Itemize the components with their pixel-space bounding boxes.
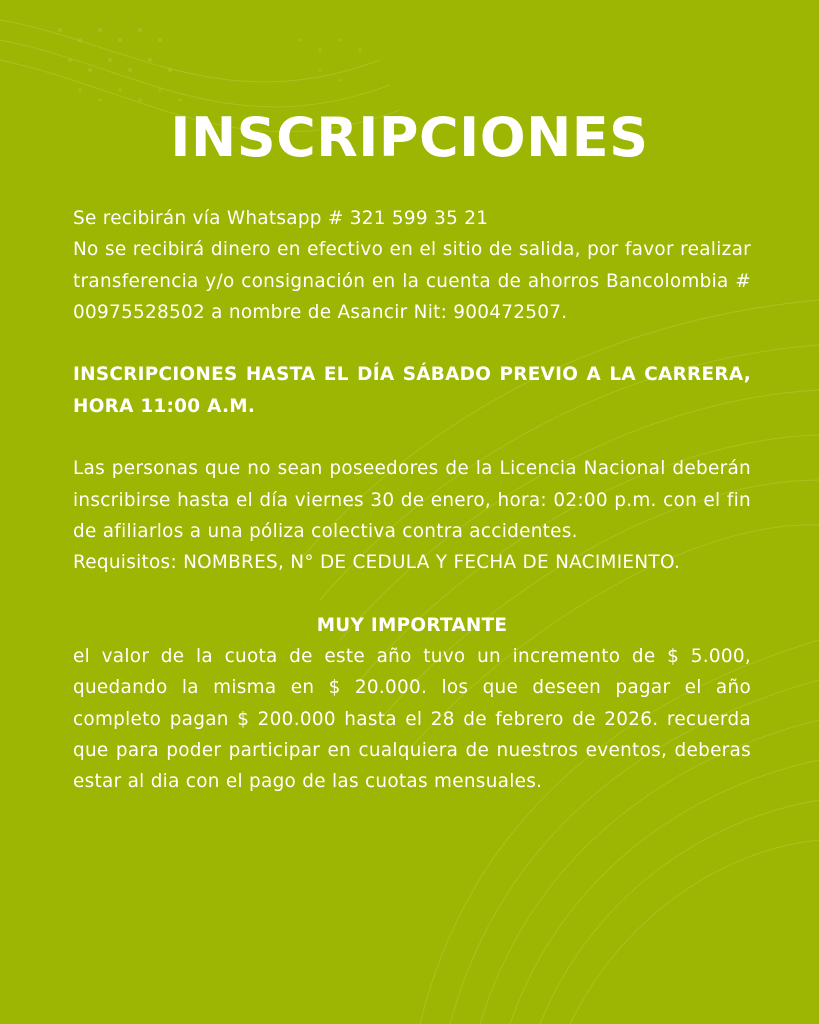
whatsapp-line: Se recibirán vía Whatsapp # 321 599 35 21: [73, 208, 489, 229]
registration-deadline: INSCRIPCIONES HASTA EL DÍA SÁBADO PREVIO A LA CARRERA, HORA 11:00 A.M.: [73, 364, 751, 417]
license-notice: Las personas que no sean poseedores de la Licencia Nacional deberán inscribirse hasta el día viernes 30 de enero, hora: 02:00 p.m. con el fin de afiliarlos a una póliza colectiva contra accidentes.: [73, 458, 751, 542]
page-title: INSCRIPCIONES: [170, 106, 649, 169]
payment-instructions: No se recibirá dinero en efectivo en el sitio de salida, por favor realizar transferencia y/o consignación en la cuenta de ahorros Bancolombia # 00975528502 a nombre de Asancir Nit: 900472507.: [73, 239, 751, 323]
content-block: [73, 203, 751, 798]
important-text: el valor de la cuota de este año tuvo un incremento de $ 5.000, quedando la misma en $ 20.000. los que deseen pagar el año completo pagan $ 200.000 hasta el 28 de febrero de 2026. recuerda que para poder participar en cualquiera de nuestros eventos, deberas estar al dia con el pago de las cuotas mensuales.: [73, 646, 751, 793]
requirements: Requisitos: NOMBRES, N° DE CEDULA Y FECHA DE NACIMIENTO.: [73, 552, 681, 574]
spacer: [73, 328, 751, 359]
spacer: [73, 422, 751, 453]
spacer: [73, 579, 751, 610]
important-heading: MUY IMPORTANTE: [316, 614, 508, 636]
